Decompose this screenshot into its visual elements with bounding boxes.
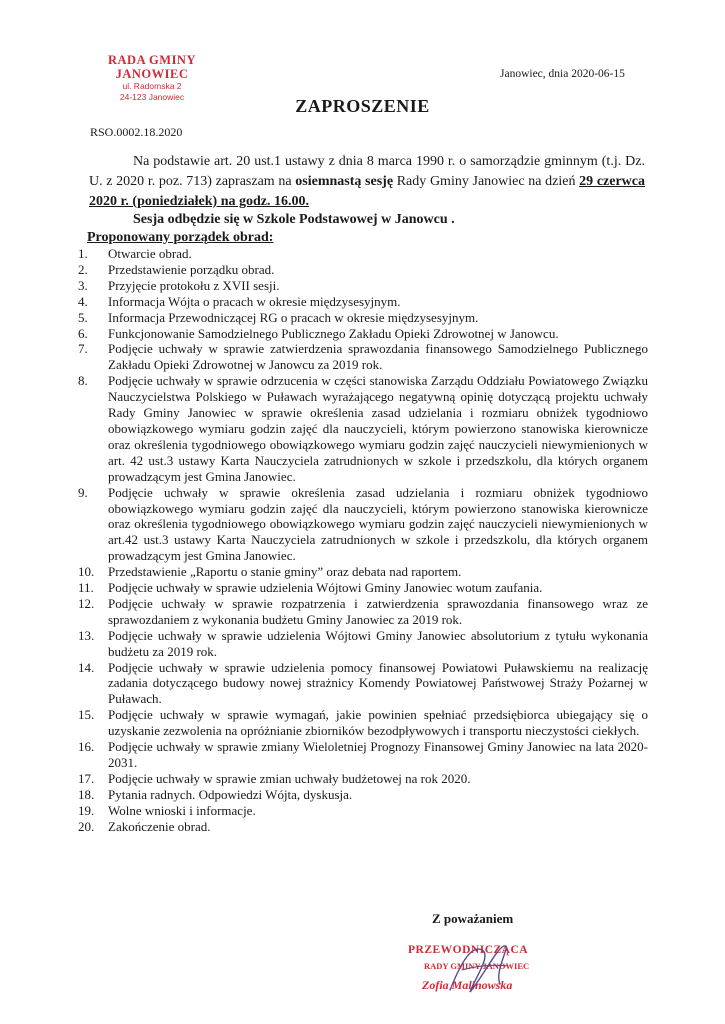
session-number: osiemnastą sesję xyxy=(295,174,394,189)
agenda-item-text: Przedstawienie „Raportu o stanie gminy” oraz debata nad raportem. xyxy=(108,564,462,580)
signature-stamp-title: PRZEWODNICZĄCA xyxy=(408,944,529,956)
agenda-item-text: Podjęcie uchwały w sprawie odrzucenia w części stanowiska Zarządu Oddziału Powiatowego Związku Nauczycielstwa Polskiego w Puławach wyrażającego negatywną opinię dotyczącą projektu uchwały Rady Gminy Janowiec w sprawie określenia zasad udzielania i rozmiaru obniżek tygodniowo obowiązkowego wymiaru godzin zajęć dla nauczycieli, którym powierzono stanowiska kierownicze oraz określenia tygodniowego obowiązkowego wymiaru godzin zajęć nauczycieli niewymienionych w art. 42 ust.3 ustawy Karta Nauczyciela zatrudnionych w szkole i przedszkolu, dla których organem prowadzącym jest Gmina Janowiec. xyxy=(108,373,648,484)
agenda-item-number: 19. xyxy=(78,802,95,818)
agenda-item-number: 7. xyxy=(78,341,88,357)
agenda-item xyxy=(78,373,648,484)
stamp-line-4: 24-123 Janowiec xyxy=(119,91,185,102)
agenda-item xyxy=(78,787,648,803)
agenda-item xyxy=(78,707,648,739)
agenda-item xyxy=(78,310,648,326)
agenda-item xyxy=(78,326,648,342)
agenda-item-number: 10. xyxy=(78,564,95,580)
agenda-item-text: Podjęcie uchwały w sprawie zmiany Wieloletniej Prognozy Finansowej Gminy Janowiec na lata 2020-2031. xyxy=(108,739,648,770)
agenda-item-number: 15. xyxy=(78,707,95,723)
agenda-item-number: 6. xyxy=(78,325,88,341)
agenda-item-text: Informacja Wójta o pracach w okresie międzysesyjnym. xyxy=(108,293,401,309)
agenda-item-number: 9. xyxy=(78,484,88,500)
agenda-item xyxy=(78,262,648,278)
agenda-item-text: Podjęcie uchwały w sprawie udzielenia Wójtowi Gminy Janowiec absolutorium z tytułu wykonania budżetu za 2019 rok. xyxy=(108,627,648,659)
agenda-item-number: 12. xyxy=(78,595,95,611)
agenda-item-number: 1. xyxy=(78,246,88,261)
agenda-item-text: Podjęcie uchwały w sprawie określenia zasad udzielania i rozmiaru obniżek tygodniowo obowiązkowego wymiaru godzin zajęć dla nauczycieli, którym powierzono stanowiska kierownicze oraz określenia tygodniowego obowiązkowego wymiaru godzin zajęć nauczycieli niewymienionych w art.42 ust.3 ustawy Karta Nauczyciela zatrudnionych w szkole i przedszkolu, dla których organem prowadzącym jest Gmina Janowiec. xyxy=(108,484,648,564)
agenda-item xyxy=(78,819,648,835)
agenda-item-text: Informacja Przewodniczącej RG o pracach w okresie międzysesyjnym. xyxy=(108,309,479,325)
agenda-item-text: Funkcjonowanie Samodzielnego Publicznego Zakładu Opieki Zdrowotnej w Janowcu. xyxy=(108,325,559,341)
agenda-item xyxy=(78,771,648,787)
agenda-item-number: 3. xyxy=(78,277,88,293)
agenda-item-number: 8. xyxy=(78,373,88,389)
signature-name: Zofia Malinowska xyxy=(422,978,513,992)
agenda-item-text: Podjęcie uchwały w sprawie udzielenia pomocy finansowej Powiatowi Puławskiemu na realizację zadania dotyczącego budowy nowej strażnicy Komendy Powiatowej Państwowej Straży Pożarnej w Puławach. xyxy=(108,659,648,707)
agenda-item-number: 5. xyxy=(78,309,88,325)
venue-line: Sesja odbędzie się w Szkole Podstawowej w Janowcu . xyxy=(133,212,455,227)
agenda-item-number: 18. xyxy=(78,786,95,802)
agenda-item xyxy=(78,278,648,294)
reference-number: RSO.0002.18.2020 xyxy=(90,125,183,139)
agenda-item xyxy=(78,628,648,660)
agenda-item-text: Zakończenie obrad. xyxy=(108,818,211,834)
agenda-item xyxy=(78,485,648,565)
agenda-item-text: Pytania radnych. Odpowiedzi Wójta, dyskusja. xyxy=(108,786,353,802)
agenda-item-text: Otwarcie obrad. xyxy=(108,246,192,261)
agenda-item xyxy=(78,564,648,580)
agenda-item xyxy=(78,294,648,310)
stamp-line-2: JANOWIEC xyxy=(115,66,189,81)
agenda-item-number: 13. xyxy=(78,627,95,643)
agenda-item-number: 14. xyxy=(78,659,95,675)
agenda-item-number: 17. xyxy=(78,770,95,786)
intro-text-2: Rady Gminy Janowiec na dzień xyxy=(393,174,580,189)
agenda-item-text: Podjęcie uchwały w sprawie rozpatrzenia i zatwierdzenia sprawozdania finansowego wraz ze sprawozdaniem z wykonania budżetu Gminy Janowiec za 2019 rok. xyxy=(108,595,648,627)
agenda-item-number: 16. xyxy=(78,739,95,755)
stamp-line-1: RADA GMINY xyxy=(108,53,196,67)
agenda-item xyxy=(78,246,648,262)
stamp-line-3: ul. Radomska 2 xyxy=(122,81,182,91)
agenda-item xyxy=(78,580,648,596)
agenda-item-text: Podjęcie uchwały w sprawie zatwierdzenia sprawozdania finansowego Samodzielnego Publicznego Zakładu Opieki Zdrowotnej w Janowcu za 2019 rok. xyxy=(108,341,648,373)
council-stamp xyxy=(92,54,212,101)
agenda-item-number: 2. xyxy=(78,261,88,277)
agenda-item xyxy=(78,739,648,771)
document-title: ZAPROSZENIE xyxy=(295,96,430,116)
agenda-item-number: 4. xyxy=(78,293,88,309)
agenda-item-text: Podjęcie uchwały w sprawie wymagań, jakie powinien spełniać przedsiębiorca ubiegający się o uzyskanie zezwolenia na opróżnianie zbiorników bezodpływowych i transportu nieczystości ciekłych. xyxy=(108,707,648,739)
agenda-item-text: Podjęcie uchwały w sprawie zmian uchwały budżetowej na rok 2020. xyxy=(108,770,471,786)
handwritten-signature xyxy=(442,940,522,1000)
agenda-item-number: 20. xyxy=(78,818,95,834)
closing-phrase: Z poważaniem xyxy=(432,911,514,926)
agenda-item-text: Przyjęcie protokołu z XVII sesji. xyxy=(108,277,280,293)
date-line: Janowiec, dnia 2020-06-15 xyxy=(500,68,625,80)
agenda-item xyxy=(78,341,648,373)
agenda-item-number: 11. xyxy=(78,580,94,596)
agenda-item xyxy=(78,596,648,628)
agenda-item-text: Wolne wnioski i informacje. xyxy=(108,802,256,818)
agenda-title: Proponowany porządek obrad: xyxy=(87,230,274,245)
intro-text-1: Na podstawie art. 20 ust.1 ustawy z dnia 8 marca 1990 r. o samorządzie gminnym (t.j. Dz. U. z 2020 r. poz. 713) zapraszam na xyxy=(89,154,645,189)
agenda-item-text: Podjęcie uchwały w sprawie udzielenia Wójtowi Gminy Janowiec wotum zaufania. xyxy=(108,580,543,596)
agenda-item xyxy=(78,803,648,819)
intro-paragraph xyxy=(89,152,645,212)
agenda-item-text: Przedstawienie porządku obrad. xyxy=(108,261,275,277)
agenda-list xyxy=(78,246,648,835)
agenda-item xyxy=(78,660,648,708)
signature-stamp xyxy=(402,940,532,1000)
signature-stamp-subtitle: RADY GMINY JANOWIEC xyxy=(424,961,530,971)
session-date: 29 czerwca 2020 r. (poniedziałek) na godz. 16.00. xyxy=(89,174,646,209)
